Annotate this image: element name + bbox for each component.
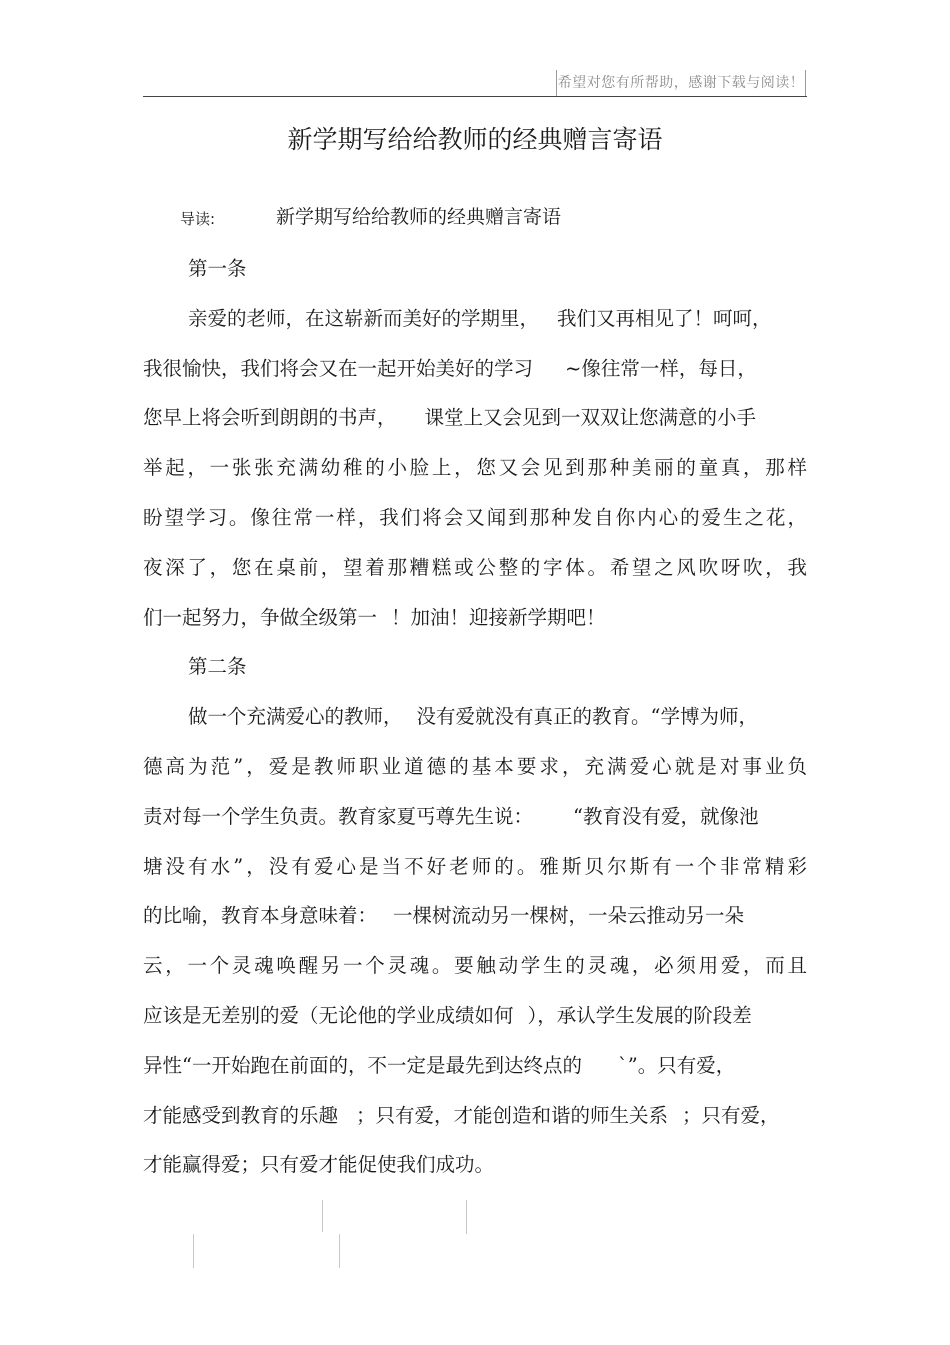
paragraph-line: [143, 699, 807, 749]
text-segment: 的比喻，教育本身意味着：: [143, 904, 378, 928]
paragraph-line: [143, 500, 807, 550]
text-segment: 课堂上又会见到一双双让您满意的小手: [424, 406, 757, 430]
scan-mark: [193, 1234, 194, 1268]
header-divider: [143, 96, 807, 97]
text-segment: 夜深了，您在桌前，望着那糟糕或公整的字体。希望之风吹呀吹，我: [143, 555, 807, 579]
paragraph-line: [143, 649, 807, 699]
text-segment: 举起，一张张充满幼稚的小脸上，您又会见到那种美丽的童真，那样: [143, 456, 807, 480]
text-segment: `”。只有爱，: [617, 1053, 736, 1077]
text-segment: 异性“一开始跑在前面的，不一定是最先到达终点的: [143, 1053, 582, 1077]
text-segment: 您早上将会听到朗朗的书声，: [143, 406, 397, 430]
text-segment: 盼望学习。像往常一样，我们将会又闻到那种发自你内心的爱生之花，: [143, 505, 807, 529]
document-body: [143, 251, 807, 1197]
document-title: 新学期写给给教师的经典赠言寄语: [287, 125, 663, 154]
text-segment: 做一个充满爱心的教师，: [188, 705, 403, 729]
paragraph-line: [143, 898, 807, 948]
text-segment: ；只有爱，: [682, 1103, 780, 1127]
text-segment: 责对每一个学生负责。教育家夏丐尊先生说：: [143, 804, 534, 828]
text-segment: ~像往常一样，每日，: [565, 356, 757, 380]
text-segment: 一棵树流动另一棵树，一朵云推动另一朵: [393, 904, 745, 928]
text-segment: 没有爱就没有真正的教育。“学博为师，: [416, 705, 758, 729]
text-segment: ），承认学生发展的阶段差: [527, 1003, 752, 1027]
text-segment: 我们又再相见了！呵呵，: [557, 306, 772, 330]
text-segment: “教育没有爱，就像池: [573, 804, 759, 828]
paragraph-line: [143, 301, 807, 351]
header-note: 希望对您有所帮助，感谢下载与阅读！: [556, 70, 806, 96]
paragraph-line: [143, 251, 807, 301]
text-segment: 亲爱的老师，在这崭新而美好的学期里，: [188, 306, 540, 330]
text-segment: 才能赢得爱；只有爱才能促使我们成功。: [143, 1153, 495, 1177]
paragraph-line: [143, 998, 807, 1048]
text-segment: 应该是无差别的爱（无论他的学业成绩如何: [143, 1003, 514, 1027]
paragraph-line: [143, 1098, 807, 1148]
text-segment: ；只有爱，才能创造和谐的师生关系: [356, 1103, 669, 1127]
text-segment: 德高为范”，爱是教师职业道德的基本要求，充满爱心就是对事业负: [143, 754, 807, 778]
lead-text: 新学期写给给教师的经典赠言寄语: [276, 206, 562, 228]
paragraph-line: [143, 948, 807, 998]
text-segment: 我很愉快，我们将会又在一起开始美好的学习: [143, 356, 534, 380]
paragraph-line: [143, 1147, 807, 1197]
text-segment: 塘没有水”，没有爱心是当不好老师的。雅斯贝尔斯有一个非常精彩: [143, 854, 807, 878]
paragraph-line: [143, 849, 807, 899]
text-segment: 才能感受到教育的乐趣: [143, 1103, 339, 1127]
paragraph-line: [143, 400, 807, 450]
scan-mark: [466, 1200, 467, 1234]
paragraph-line: [143, 351, 807, 401]
paragraph-line: [143, 749, 807, 799]
text-segment: 第一条: [188, 257, 247, 280]
text-segment: 第二条: [188, 655, 247, 679]
paragraph-line: [143, 799, 807, 849]
text-segment: 云，一个灵魂唤醒另一个灵魂。要触动学生的灵魂，必须用爱，而且: [143, 954, 807, 978]
paragraph-line: [143, 1048, 807, 1098]
lead-label: 导读:: [180, 210, 216, 228]
text-segment: 们一起努力，争做全级第一: [143, 605, 378, 629]
text-segment: ！加油！迎接新学期吧！: [391, 605, 606, 629]
scan-mark: [322, 1200, 323, 1232]
lead-row: [0, 202, 950, 234]
paragraph-line: [143, 450, 807, 500]
paragraph-line: [143, 600, 807, 650]
paragraph-line: [143, 550, 807, 600]
scan-mark: [339, 1234, 340, 1268]
